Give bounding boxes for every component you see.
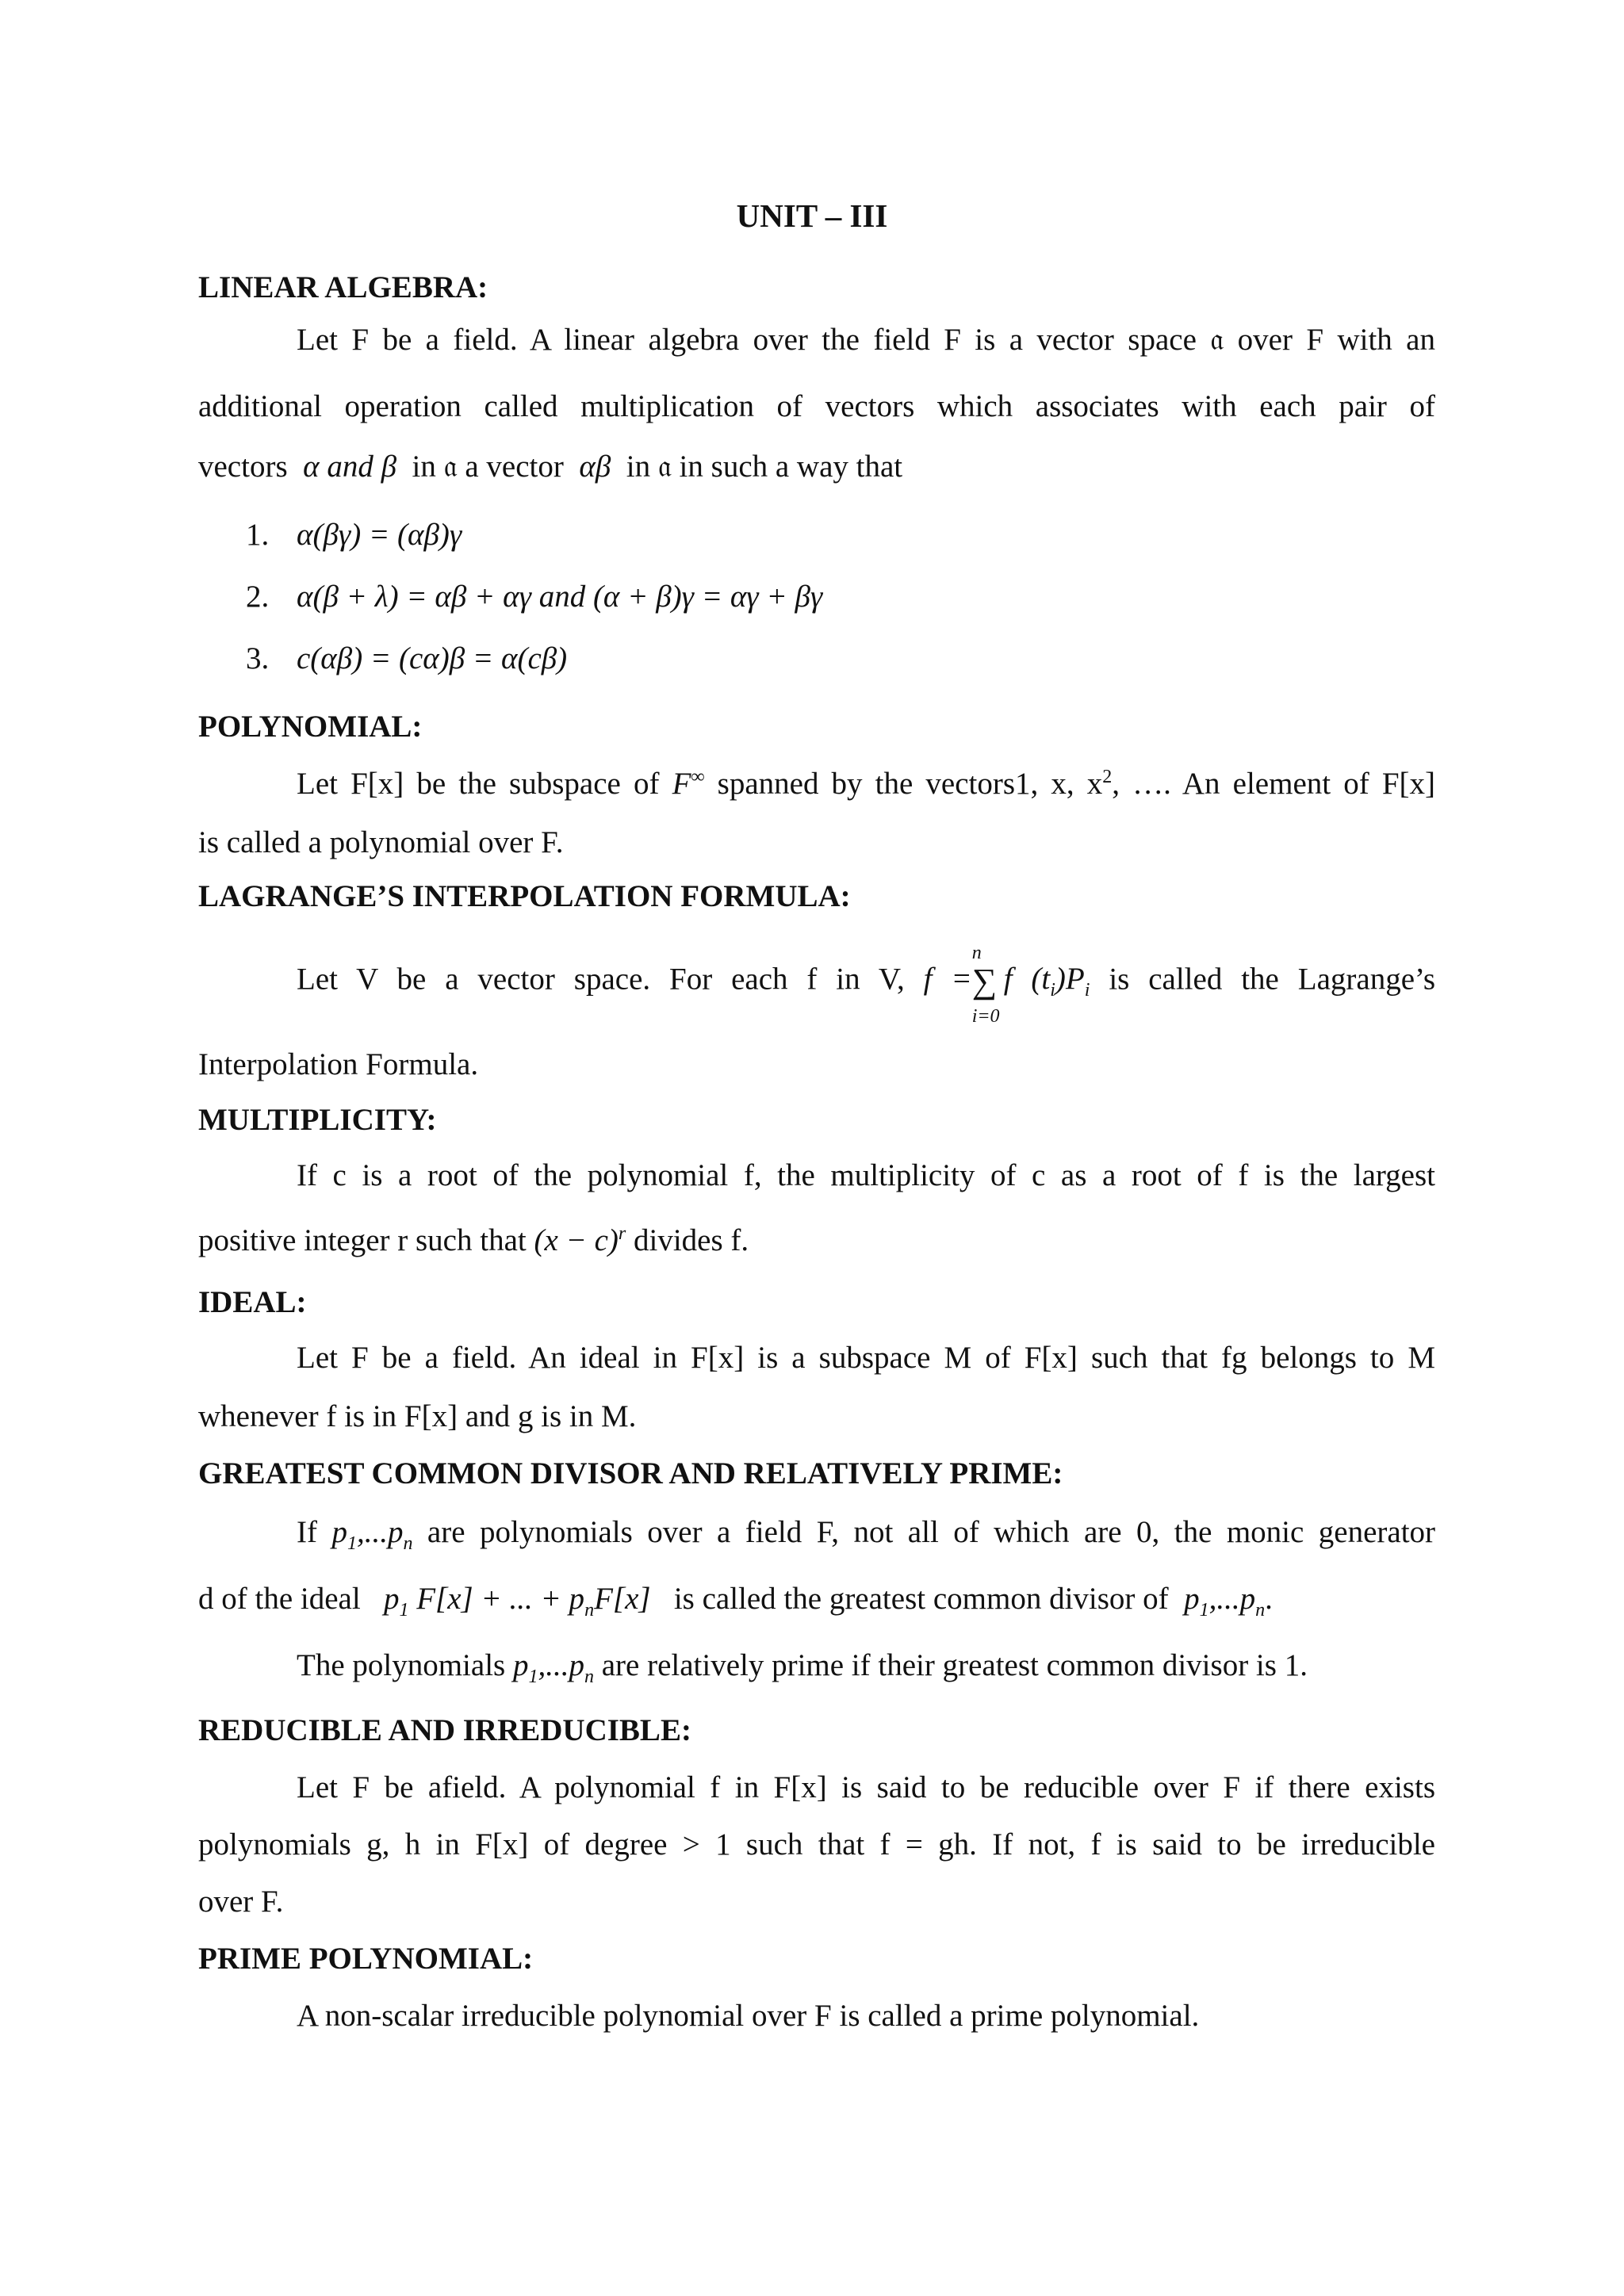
gcd-line-2 [198,1581,1435,1621]
axiom-2 [198,579,1435,616]
math-symbol: F [672,767,691,801]
gcd-line-3 [198,1647,1435,1685]
axiom-number: 3. [246,641,270,675]
ideal-line-1: Let F be a field. An ideal in F[x] is a subspace M of F[x] such that fg belongs to M [297,1341,1435,1375]
subscript: n [403,1533,413,1554]
math-p: p [1184,1582,1200,1616]
reducible-line-2: polynomials g, h in F[x] of degree > 1 such that f = gh. If not, f is said to be irreducible [198,1827,1435,1862]
text-segment: The polynomials [297,1648,506,1682]
axiom-expression: c(αβ) = (cα)β = α(cβ) [297,641,568,675]
prime-line-1: A non-scalar irreducible polynomial over F is called a prime polynomial. [297,1999,1200,2033]
axiom-expression: α(βγ) = (αβ)γ [297,518,462,552]
subscript: 1 [1199,1599,1209,1621]
subscript: 1 [528,1666,538,1687]
subscript: i [1050,980,1055,1001]
linear-algebra-line-2: additional operation called multiplication of vectors which associates with each pair of [198,389,1435,423]
text-segment: are relatively prime if their greatest common divisor is 1. [601,1648,1308,1682]
text-segment: d of the ideal [198,1582,361,1616]
heading-lagrange: LAGRANGE’S INTERPOLATION FORMULA: [198,879,851,913]
text-segment: Let V be a vector space. For each f in V, [297,962,905,997]
heading-reducible: REDUCIBLE AND IRREDUCIBLE: [198,1713,691,1747]
math-term: F[x] + ... + p [416,1582,585,1616]
math-p1-pn [1184,1582,1266,1621]
subscript: n [584,1599,595,1621]
axiom-number: 2. [246,580,270,614]
math-p: ,...p [356,1515,404,1549]
polynomial-line-2: is called a polynomial over F. [198,825,564,859]
gcd-line-1 [198,1514,1435,1552]
math-ideal-expression [383,1582,651,1621]
text-segment: spanned by the vectors1, x, x [717,767,1103,801]
linear-algebra-line-1: Let F be a field. A linear algebra over the field F is a vector space 𝔞 over F with an [297,323,1435,357]
multiplicity-line-2 [198,1223,1435,1260]
lagrange-line-2: Interpolation Formula. [198,1047,479,1081]
math-alpha-and-beta: α and β [303,450,397,484]
heading-gcd: GREATEST COMMON DIVISOR AND RELATIVELY PRIME: [198,1456,1063,1490]
subscript: i [1084,980,1090,1001]
text-segment: is called the Lagrange’s [1109,962,1436,997]
page-title: UNIT – III [736,197,888,234]
math-p: p [512,1648,529,1682]
math-x-minus-c [534,1223,626,1257]
math-p: p [331,1515,347,1549]
text-segment: in 𝔞 a vector [412,450,564,484]
math-p1-pn [512,1648,594,1687]
heading-multiplicity: MULTIPLICITY: [198,1103,437,1137]
text-segment: divides f. [634,1223,749,1257]
multiplicity-line-1: If c is a root of the polynomial f, the multiplicity of c as a root of f is the largest [297,1158,1435,1192]
text-segment: are polynomials over a field F, not all of which are 0, the monic generator [427,1515,1436,1549]
subscript: n [584,1666,594,1687]
math-alpha-beta: αβ [579,450,611,484]
math-p: p [383,1582,400,1616]
reducible-line-1: Let F be afield. A polynomial f in F[x] is said to be reducible over F if there exists [297,1770,1435,1804]
heading-prime-polynomial: PRIME POLYNOMIAL: [198,1942,534,1976]
math-f: f = [923,962,972,997]
polynomial-line-1 [198,766,1435,803]
math-term: )P [1055,962,1085,997]
ideal-line-2: whenever f is in F[x] and g is in M. [198,1399,637,1433]
math-p1-pn [331,1515,413,1554]
math-f-infinity [672,767,705,801]
subscript: 1 [347,1533,357,1554]
text-segment [718,767,1435,801]
heading-linear-algebra: LINEAR ALGEBRA: [198,270,488,304]
superscript: ∞ [691,767,705,787]
axiom-3 [198,641,1435,678]
math-p: ,...p [1208,1582,1256,1616]
axiom-number: 1. [246,518,270,552]
text-segment: If [297,1515,317,1549]
axiom-expression: α(β + λ) = αβ + αγ and (α + β)γ = αγ + βγ [297,580,823,614]
text-segment: Let F[x] be the subspace of [297,767,660,801]
text-segment: vectors [198,450,288,484]
superscript: 2 [1102,767,1113,787]
math-term: F[x] [594,1582,651,1616]
sum-lower-limit: i=0 [971,1006,1000,1027]
heading-ideal: IDEAL: [198,1285,307,1319]
sum-upper-limit: n [971,943,982,963]
heading-polynomial: POLYNOMIAL: [198,710,423,744]
lagrange-formula [923,943,1090,1027]
axiom-1 [198,517,1435,554]
superscript: r [618,1223,626,1244]
linear-algebra-line-3 [198,449,1435,486]
summation-symbol: ∑ n i=0 [972,961,1004,1003]
subscript: 1 [399,1599,409,1621]
text-segment: in 𝔞 in such a way that [626,450,903,484]
reducible-line-3: over F. [198,1885,284,1919]
text-segment: is called the greatest common divisor of [673,1582,1169,1616]
lagrange-line-1 [198,943,1436,1027]
subscript: n [1255,1599,1266,1621]
math-p: ,...p [538,1648,584,1682]
text-segment: , …. An element of F[x] [1112,767,1435,801]
text-segment: . [1265,1582,1273,1616]
math-expression: (x − c) [534,1223,619,1257]
text-segment: positive integer r such that [198,1223,527,1257]
math-term: f (t [1003,962,1051,997]
